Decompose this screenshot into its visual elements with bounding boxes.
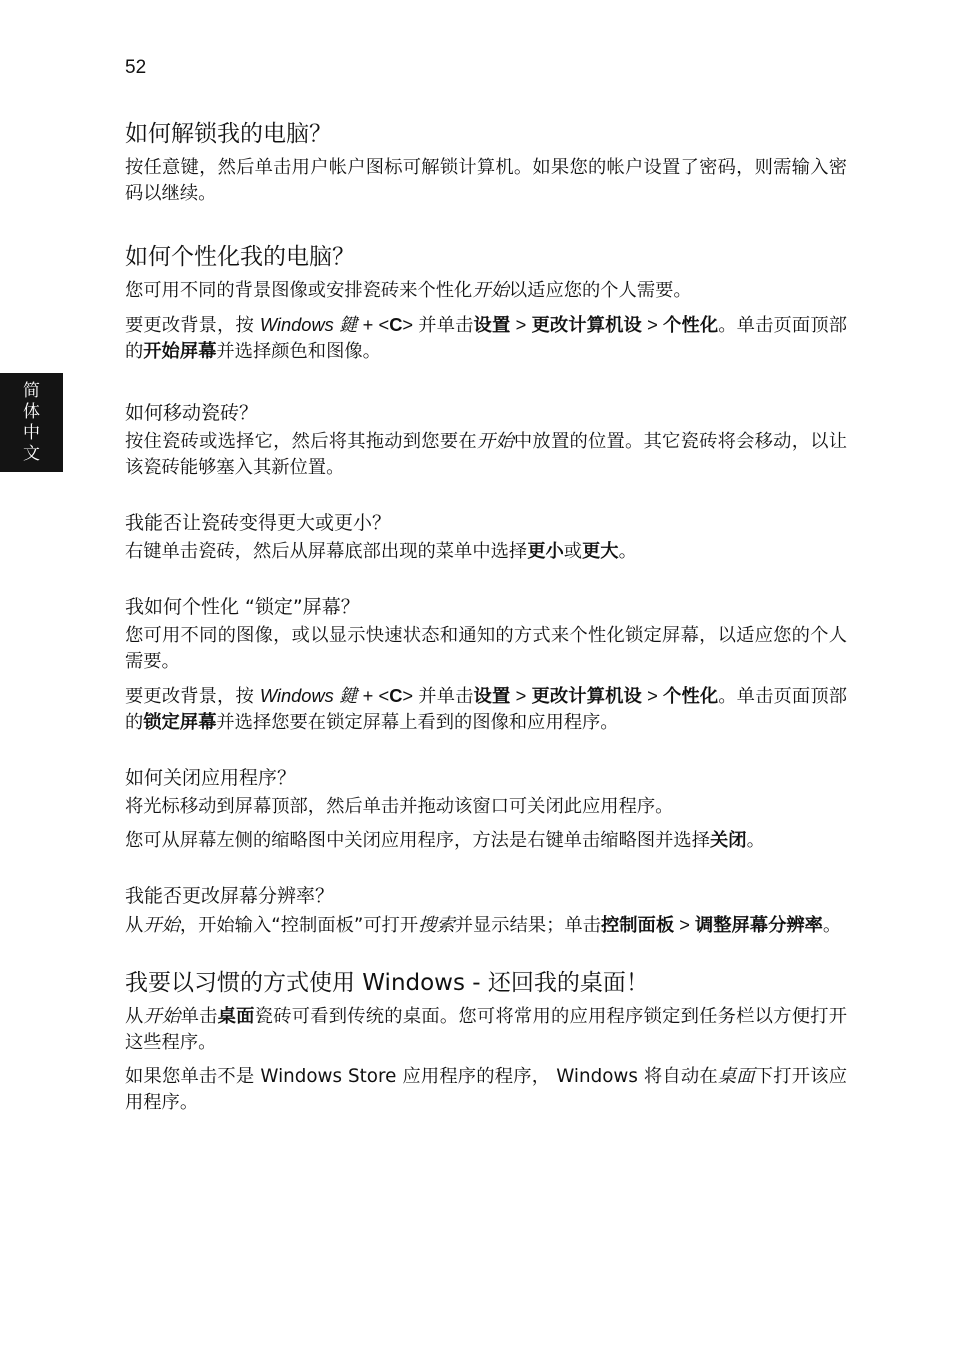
- paragraph: 您可从屏幕左侧的缩略图中关闭应用程序，方法是右键单击缩略图并选择关闭。: [125, 830, 765, 851]
- language-tab-char: 体: [23, 401, 40, 422]
- paragraph: 您可用不同的背景图像或安排瓷砖来个性化开始以适应您的个人需要。: [125, 280, 692, 301]
- paragraph: 要更改背景，按 Windows 鍵 + <C> 并单击设置 > 更改计算机设 > 个性化。单击页面顶部的锁定屏幕并选择您要在锁定屏幕上看到的图像和应用程序。: [125, 685, 848, 733]
- section-heading: 如何关闭应用程序？: [125, 767, 297, 789]
- section-close-apps: [125, 764, 847, 854]
- paragraph: 要更改背景，按 Windows 鍵 + <C> 并单击设置 > 更改计算机设 > 个性化。单击页面顶部的开始屏幕并选择颜色和图像。: [125, 314, 848, 362]
- section-personalize-lock-screen: [125, 593, 847, 736]
- language-tab-char: 文: [23, 443, 40, 464]
- section-heading: 我要以习惯的方式使用 Windows - 还回我的桌面！: [125, 970, 649, 996]
- section-resize-tiles: [125, 509, 847, 565]
- language-tab-char: 简: [23, 380, 40, 401]
- section-heading: 如何个性化我的电脑？: [125, 244, 355, 270]
- section-personalize-computer: [125, 241, 847, 365]
- paragraph: 右键单击瓷砖，然后从屏幕底部出现的菜单中选择更小或更大。: [125, 541, 637, 562]
- section-heading: 如何移动瓷砖？: [125, 402, 259, 424]
- section-move-tiles: [125, 399, 847, 481]
- section-heading: 我能否让瓷砖变得更大或更小？: [125, 512, 392, 534]
- section-screen-resolution: [125, 882, 847, 939]
- paragraph: 按住瓷砖或选择它，然后将其拖动到您要在开始中放置的位置。其它瓷砖将会移动，以让该瓷砖能够塞入其新位置。: [125, 431, 848, 478]
- paragraph: 从开始，开始输入“控制面板”可打开搜索并显示结果；单击控制面板 > 调整屏幕分辨率。: [125, 914, 842, 936]
- section-heading: 如何解锁我的电脑？: [125, 121, 332, 147]
- section-desktop: [125, 967, 847, 1116]
- language-tab-char: 中: [23, 422, 40, 443]
- section-unlock-computer: [125, 118, 847, 207]
- page-content: [125, 118, 847, 1144]
- language-tab: [0, 373, 63, 472]
- section-heading: 我如何个性化 “锁定”屏幕？: [125, 596, 360, 618]
- paragraph: 如果您单击不是 Windows Store 应用程序的程序， Windows 将自动在桌面下打开该应用程序。: [125, 1066, 847, 1113]
- section-heading: 我能否更改屏幕分辨率？: [125, 885, 335, 907]
- paragraph: 从开始单击桌面瓷砖可看到传统的桌面。您可将常用的应用程序锁定到任务栏以方便打开这些程序。: [125, 1006, 848, 1053]
- paragraph: 您可用不同的图像，或以显示快速状态和通知的方式来个性化锁定屏幕，以适应您的个人需要。: [125, 625, 847, 672]
- paragraph: 将光标移动到屏幕顶部，然后单击并拖动该窗口可关闭此应用程序。: [125, 796, 674, 817]
- page-number: 52: [125, 57, 147, 78]
- paragraph: 按任意键，然后单击用户帐户图标可解锁计算机。如果您的帐户设置了密码，则需输入密码以继续。: [125, 157, 847, 204]
